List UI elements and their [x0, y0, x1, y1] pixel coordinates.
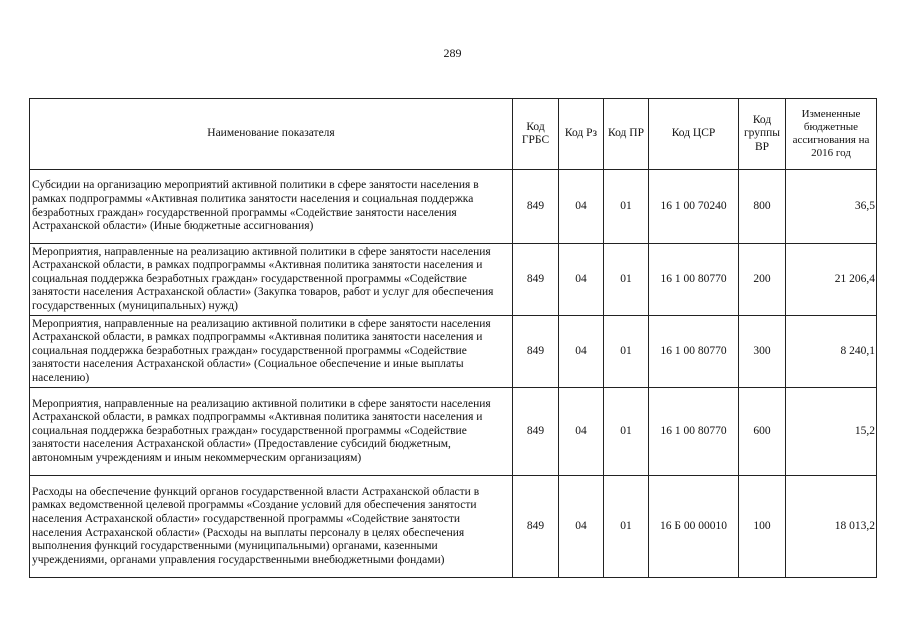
cell-rz: 04 — [559, 244, 604, 316]
header-name: Наименование показателя — [30, 99, 513, 170]
header-csr: Код ЦСР — [649, 99, 739, 170]
header-amount: Измененные бюджетные ассигнования на 2016 год — [786, 99, 877, 170]
header-grbs: Код ГРБС — [513, 99, 559, 170]
cell-rz: 04 — [559, 388, 604, 476]
cell-grbs: 849 — [513, 316, 559, 388]
cell-amount: 18 013,2 — [786, 476, 877, 578]
table-row — [30, 388, 877, 476]
cell-vr: 800 — [739, 170, 786, 244]
cell-pr: 01 — [604, 244, 649, 316]
cell-name: Мероприятия, направленные на реализацию активной политики в сфере занятости населения Астраханской области, в рамках подпрограммы «Активная политика занятости населения и социальная поддержка безработных граждан» государственной программы «Содействие занятости населения Астраханской области» (Закупка товаров, работ и услуг для обеспечения государственных (муниципальных) нужд) — [30, 244, 513, 316]
cell-amount: 36,5 — [786, 170, 877, 244]
cell-csr: 16 1 00 80770 — [649, 388, 739, 476]
cell-name: Мероприятия, направленные на реализацию активной политики в сфере занятости населения Астраханской области, в рамках подпрограммы «Активная политика занятости населения и социальная поддержка безработных граждан» государственной программы «Содействие занятости населения Астраханской области» (Предоставление субсидий бюджетным, автономным учреждениям и иным некоммерческим организациям) — [30, 388, 513, 476]
cell-csr: 16 Б 00 00010 — [649, 476, 739, 578]
cell-vr: 100 — [739, 476, 786, 578]
cell-name: Расходы на обеспечение функций органов государственной власти Астраханской области в рамках ведомственной целевой программы «Создание условий для обеспечения занятости населения Астраханской области» государственной программы «Содействие занятости населения Астраханской области» (Расходы на выплаты персоналу в целях обеспечения выполнения функций государственными (муниципальными) органами, казенными учреждениями, органами управления государственными внебюджетными фондами) — [30, 476, 513, 578]
cell-vr: 600 — [739, 388, 786, 476]
cell-csr: 16 1 00 80770 — [649, 244, 739, 316]
header-pr: Код ПР — [604, 99, 649, 170]
table-header-row — [30, 99, 877, 170]
cell-grbs: 849 — [513, 170, 559, 244]
cell-rz: 04 — [559, 476, 604, 578]
cell-name: Мероприятия, направленные на реализацию активной политики в сфере занятости населения Астраханской области, в рамках подпрограммы «Активная политика занятости населения и социальная поддержка безработных граждан» государственной программы «Содействие занятости населения Астраханской области» (Социальное обеспечение и иные выплаты населению) — [30, 316, 513, 388]
cell-csr: 16 1 00 70240 — [649, 170, 739, 244]
table-row — [30, 170, 877, 244]
cell-pr: 01 — [604, 316, 649, 388]
cell-amount: 8 240,1 — [786, 316, 877, 388]
cell-rz: 04 — [559, 316, 604, 388]
cell-csr: 16 1 00 80770 — [649, 316, 739, 388]
cell-vr: 200 — [739, 244, 786, 316]
cell-name: Субсидии на организацию мероприятий активной политики в сфере занятости населения в рамках подпрограммы «Активная политика занятости населения и социальная поддержка безработных граждан» государственной программы «Содействие занятости населения Астраханской области» (Иные бюджетные ассигнования) — [30, 170, 513, 244]
cell-grbs: 849 — [513, 476, 559, 578]
budget-table — [29, 98, 877, 578]
table-row — [30, 316, 877, 388]
cell-grbs: 849 — [513, 388, 559, 476]
cell-vr: 300 — [739, 316, 786, 388]
header-vr: Код группы ВР — [739, 99, 786, 170]
cell-pr: 01 — [604, 388, 649, 476]
page-number: 289 — [443, 46, 462, 60]
header-rz: Код Рз — [559, 99, 604, 170]
cell-pr: 01 — [604, 476, 649, 578]
table-row — [30, 244, 877, 316]
cell-amount: 21 206,4 — [786, 244, 877, 316]
cell-pr: 01 — [604, 170, 649, 244]
cell-amount: 15,2 — [786, 388, 877, 476]
cell-grbs: 849 — [513, 244, 559, 316]
cell-rz: 04 — [559, 170, 604, 244]
table-row — [30, 476, 877, 578]
